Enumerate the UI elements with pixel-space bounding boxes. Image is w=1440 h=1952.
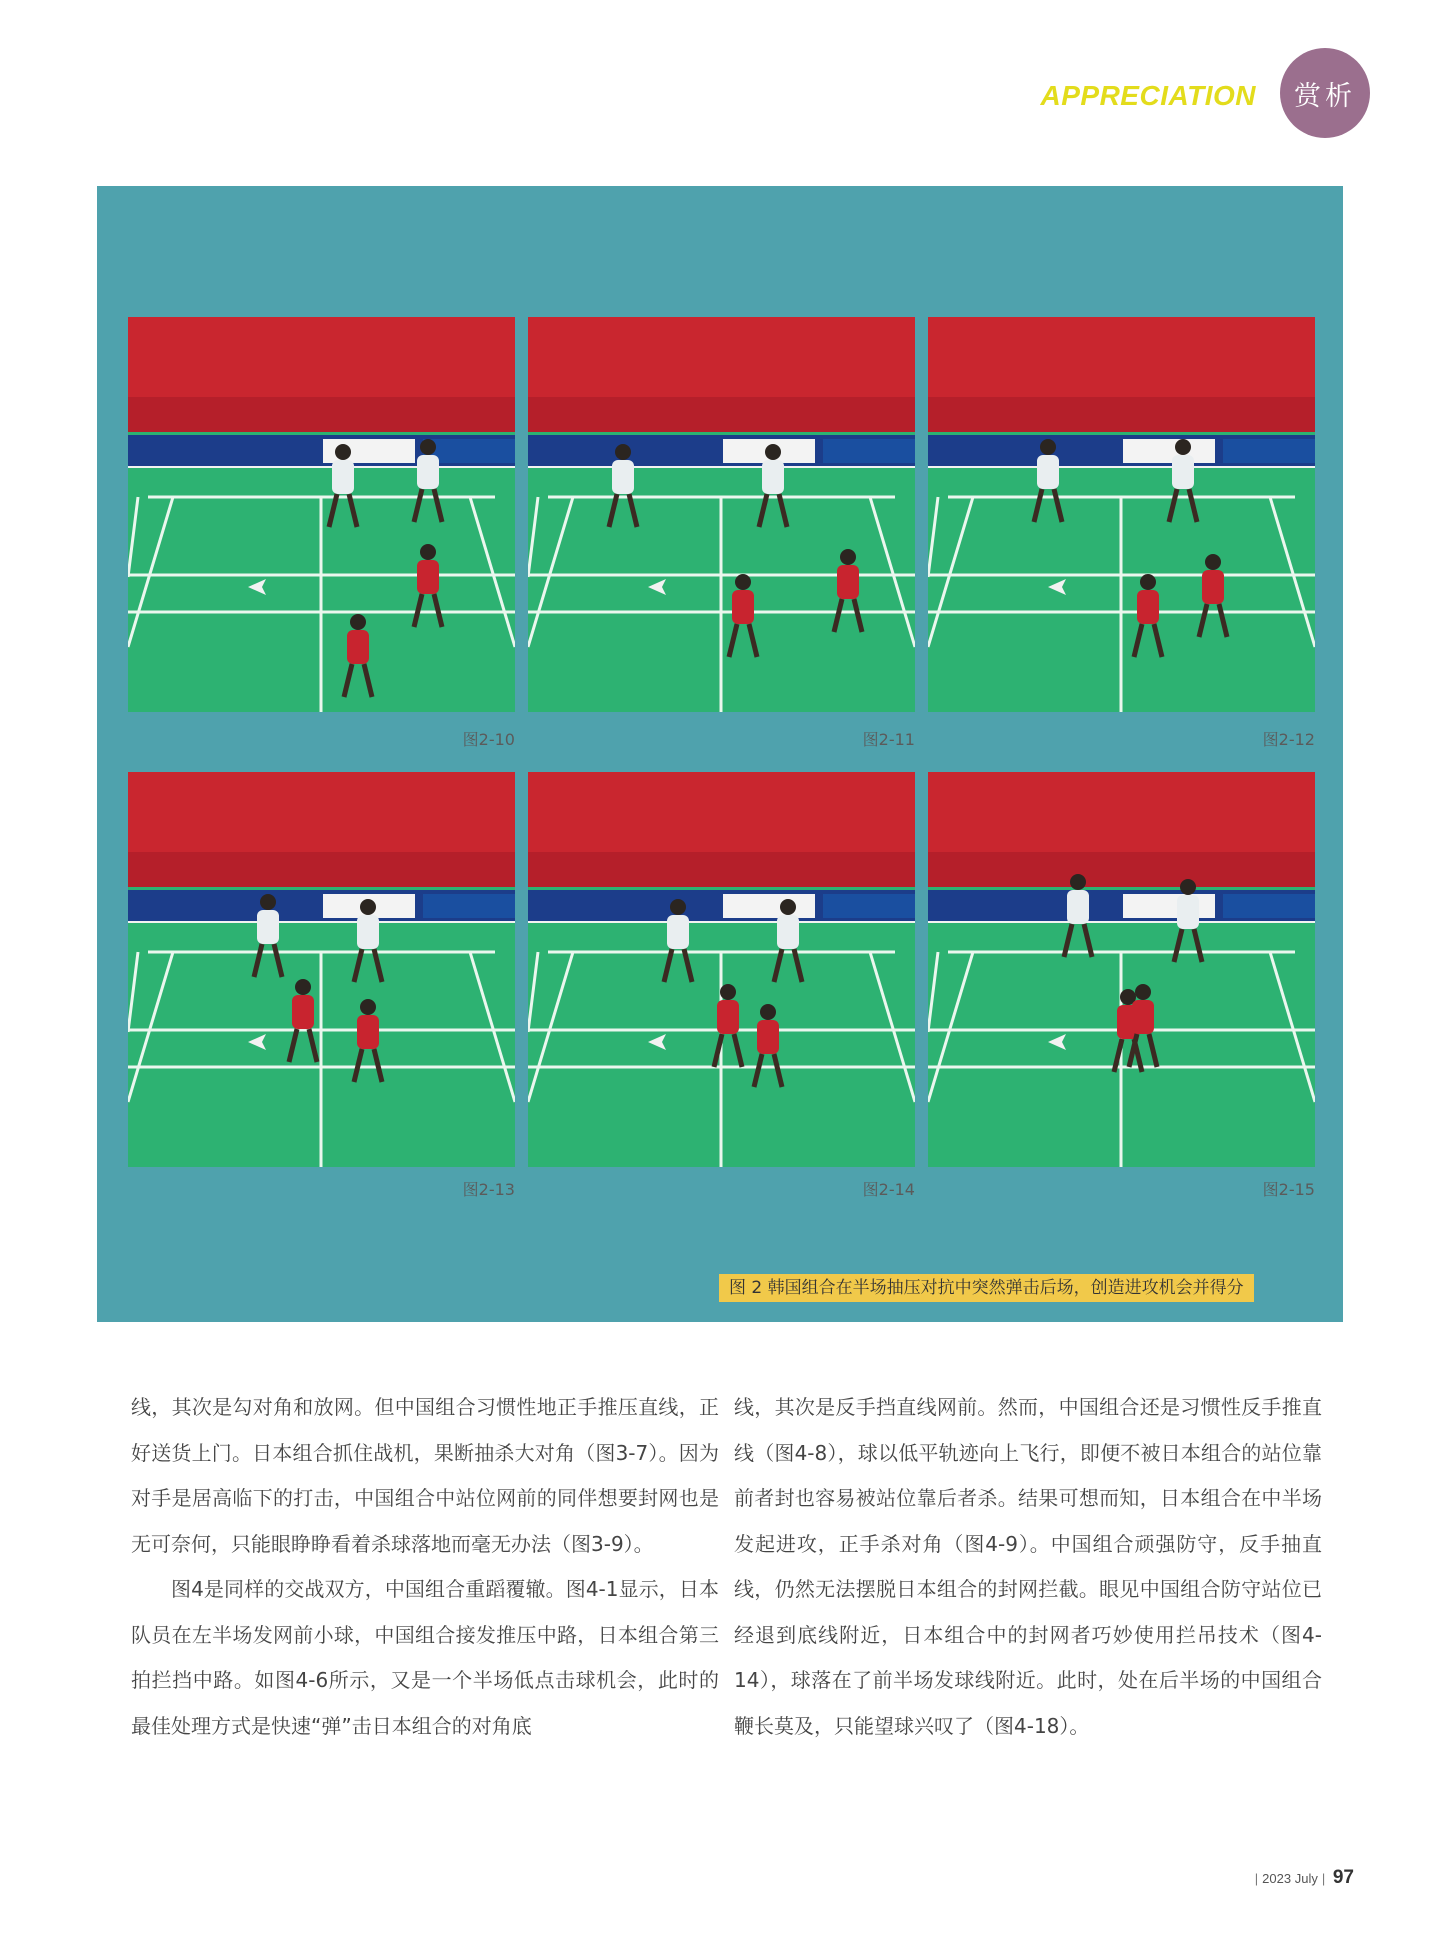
- section-title-en: APPRECIATION: [1040, 80, 1256, 111]
- court-photo: [128, 317, 515, 712]
- figure-label: 图2-15: [1262, 1180, 1315, 1199]
- court-photo: [928, 772, 1315, 1167]
- figure-label: 图2-10: [462, 730, 515, 749]
- photo-2-15: [928, 772, 1315, 1167]
- court-photo: [928, 317, 1315, 712]
- paragraph: 图4是同样的交战双方，中国组合重蹈覆辙。图4-1显示，日本队员在左半场发网前小球，中国组合接发推压中路，日本组合第三拍拦挡中路。如图4-6所示，又是一个半场低点击球机会，此时的最佳处理方式是快速“弹”击日本组合的对角底: [131, 1577, 719, 1738]
- text-column-left: [131, 1385, 719, 1749]
- figure-label: 图2-12: [1262, 730, 1315, 749]
- page-footer: | 2023 July | 97: [1254, 1867, 1354, 1888]
- photo-2-10: [128, 317, 515, 712]
- figure-label: 图2-11: [862, 730, 915, 749]
- figure-panel: [97, 186, 1343, 1322]
- paragraph: 线，其次是勾对角和放网。但中国组合习惯性地正手推压直线，正好送货上门。日本组合抓住战机，果断抽杀大对角（图3-7）。因为对手是居高临下的打击，中国组合中站位网前的同伴想要封网也是无可奈何，只能眼睁睁看着杀球落地而毫无办法（图3-9）。: [131, 1395, 719, 1556]
- photo-2-13: [128, 772, 515, 1167]
- court-photo: [528, 317, 915, 712]
- figure-label: 图2-13: [462, 1180, 515, 1199]
- paragraph: 线，其次是反手挡直线网前。然而，中国组合还是习惯性反手推直线（图4-8），球以低平轨迹向上飞行，即便不被日本组合的站位靠前者封也容易被站位靠后者杀。结果可想而知，日本组合在中半场发起进攻，正手杀对角（图4-9）。中国组合顽强防守，反手抽直线，仍然无法摆脱日本组合的封网拦截。眼见中国组合防守站位已经退到底线附近，日本组合中的封网者巧妙使用拦吊技术（图4-14），球落在了前半场发球线附近。此时，处在后半场的中国组合鞭长莫及，只能望球兴叹了（图4-18）。: [734, 1395, 1322, 1738]
- figure-label: 图2-14: [862, 1180, 915, 1199]
- court-photo: [128, 772, 515, 1167]
- section-badge: 赏析: [1280, 48, 1370, 138]
- footer-year: 2023: [1262, 1871, 1292, 1886]
- photo-2-14: [528, 772, 915, 1167]
- court-photo: [528, 772, 915, 1167]
- page-number: 97: [1332, 1867, 1354, 1888]
- photo-2-11: [528, 317, 915, 712]
- footer-month: July: [1294, 1871, 1318, 1886]
- text-column-right: [734, 1385, 1322, 1749]
- photo-2-12: [928, 317, 1315, 712]
- figure-caption: 图 2 韩国组合在半场抽压对抗中突然弹击后场，创造进攻机会并得分: [719, 1274, 1254, 1302]
